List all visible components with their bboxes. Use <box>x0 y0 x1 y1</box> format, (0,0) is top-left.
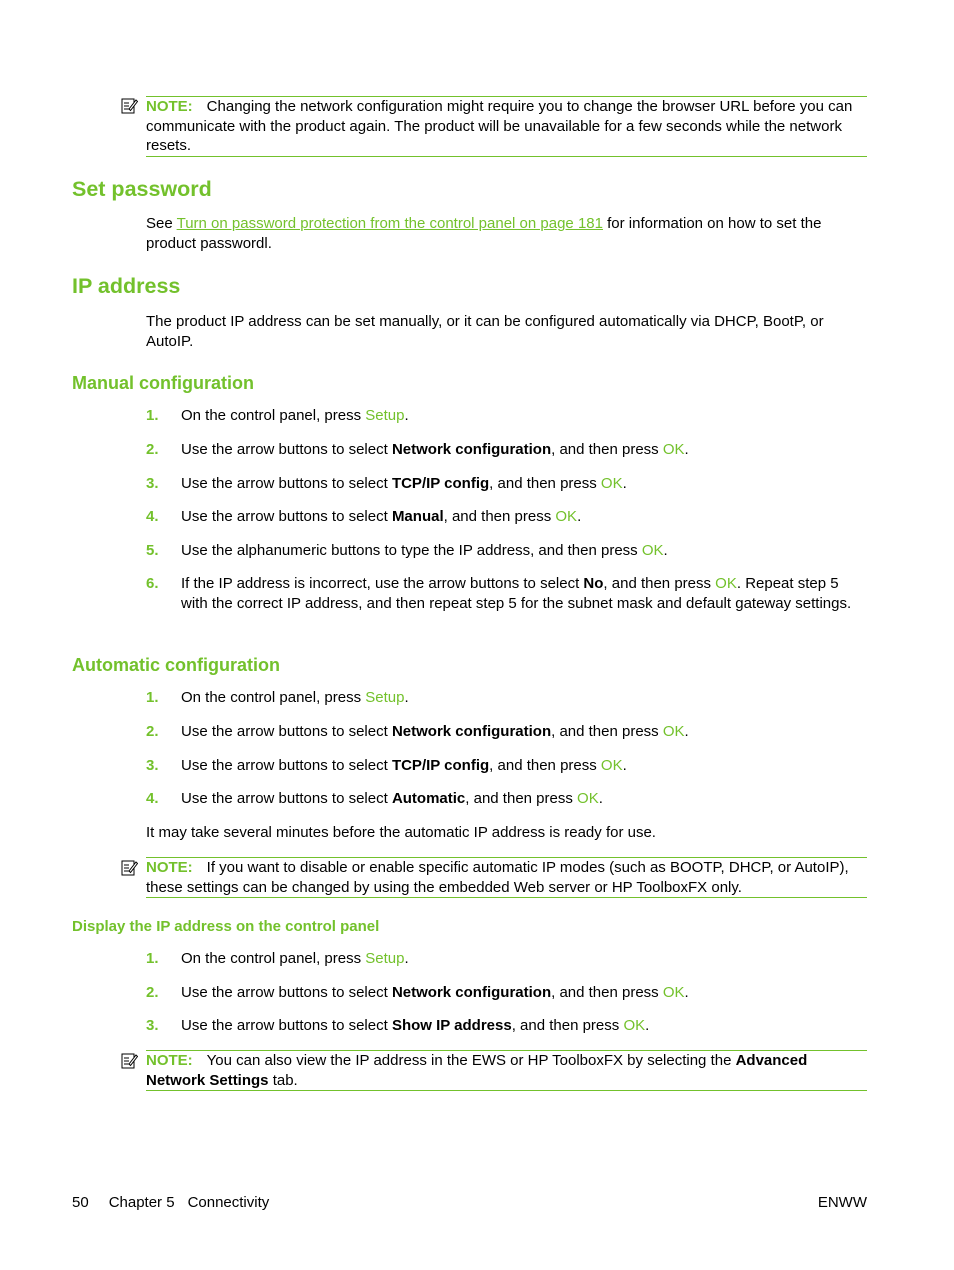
step-number: 1. <box>146 689 159 706</box>
step-text-part: Use the arrow buttons to select <box>181 475 392 492</box>
note-pencil-icon <box>121 859 138 876</box>
automatic-followup-text: It may take several minutes before the automatic IP address is ready for use. <box>146 824 656 841</box>
note-label: NOTE: <box>146 1052 193 1069</box>
step-text-part: , and then press <box>551 984 663 1001</box>
step-text-part: . Repeat step 5 with the correct IP address, and then repeat step 5 for the subnet mask and default gateway settings. <box>181 575 852 612</box>
note-text: You can also view the IP address in the EWS or HP ToolboxFX by selecting the <box>206 1052 736 1069</box>
menu-option: Network configuration <box>391 723 552 740</box>
step-text-part: , and then press <box>511 1017 624 1034</box>
chapter-title: Connectivity <box>187 1194 270 1211</box>
step-text <box>181 440 867 460</box>
step-text <box>181 406 867 426</box>
step-text-part: Use the arrow buttons to select <box>181 757 392 774</box>
step-text-part: Use the arrow buttons to select <box>181 790 392 807</box>
footer-left <box>72 1193 269 1212</box>
step-text-part: . <box>684 441 689 458</box>
note-pencil-icon <box>121 1052 138 1069</box>
control-panel-key: OK <box>662 984 685 1001</box>
control-panel-key: OK <box>715 575 737 592</box>
heading-ip-address: IP address <box>72 274 181 298</box>
step-text-part: Use the arrow buttons to select <box>181 508 392 525</box>
step-text <box>181 756 867 776</box>
step-number: 4. <box>146 508 159 525</box>
step-text-part: . <box>684 723 689 740</box>
control-panel-key: Setup <box>365 950 405 967</box>
step-text <box>181 688 867 708</box>
control-panel-key: OK <box>641 542 664 559</box>
menu-option: No <box>583 575 604 592</box>
step-text-part: Use the arrow buttons to select <box>181 1017 392 1034</box>
step-text <box>181 949 867 969</box>
note-bold-text: Advanced Network Settings <box>146 1052 808 1089</box>
control-panel-key: OK <box>623 1017 646 1034</box>
step-text-part: Use the arrow buttons to select <box>181 723 392 740</box>
note-box <box>146 1050 867 1091</box>
step-text <box>181 541 867 561</box>
paragraph-text: for information on how to set the product passwordl. <box>146 215 822 252</box>
step-text-part: If the IP address is incorrect, use the arrow buttons to select <box>181 575 584 592</box>
control-panel-key: OK <box>662 441 685 458</box>
step-text-part: , and then press <box>443 508 556 525</box>
step-text-part: On the control panel, press <box>181 407 366 424</box>
control-panel-key: OK <box>577 790 599 807</box>
step-text-part: Use the alphanumeric buttons to type the IP address, and then press <box>181 542 642 559</box>
control-panel-key: OK <box>600 757 623 774</box>
note-text: tab. <box>268 1071 298 1089</box>
step-text-part: On the control panel, press <box>181 950 366 967</box>
menu-option: TCP/IP config <box>391 757 490 774</box>
step-number: 3. <box>146 475 159 492</box>
footer-right: ENWW <box>817 1194 867 1211</box>
menu-option: Automatic <box>391 790 466 807</box>
step-number: 3. <box>146 757 159 774</box>
paragraph-text: See <box>146 215 177 232</box>
step-text-part: , and then press <box>603 575 716 592</box>
step-text-part: . <box>622 757 627 774</box>
step-text <box>181 474 867 494</box>
heading-automatic-configuration: Automatic configuration <box>72 655 280 675</box>
heading-set-password: Set password <box>72 177 212 201</box>
step-number: 1. <box>146 407 159 424</box>
step-number: 1. <box>146 950 159 967</box>
menu-option: Network configuration <box>391 984 552 1001</box>
step-text <box>181 507 867 527</box>
control-panel-key: OK <box>600 475 623 492</box>
step-text-part: Use the arrow buttons to select <box>181 441 392 458</box>
note-box <box>146 96 867 157</box>
step-text-part: . <box>645 1017 650 1034</box>
note-pencil-icon <box>121 97 138 114</box>
note-text: If you want to disable or enable specific automatic IP modes (such as BOOTP, DHCP, or AutoIP), these settings can be changed by using the embedded Web server or HP ToolboxFX only. <box>146 859 849 896</box>
note-label: NOTE: <box>146 859 193 876</box>
step-text-part: . <box>404 407 409 424</box>
step-text-part: . <box>404 689 409 706</box>
step-text-part: . <box>577 508 582 525</box>
password-protection-link[interactable]: Turn on password protection from the control panel on page 181 <box>176 215 603 232</box>
step-text-part: Use the arrow buttons to select <box>181 984 392 1001</box>
step-text <box>181 574 867 613</box>
step-text <box>181 789 867 809</box>
step-text-part: . <box>598 790 603 807</box>
step-text-part: , and then press <box>465 790 578 807</box>
ip-address-intro: The product IP address can be set manually, or it can be configured automatically via DHCP, BootP, or AutoIP. <box>146 313 824 350</box>
set-password-paragraph <box>146 214 867 253</box>
control-panel-key: Setup <box>365 407 405 424</box>
step-number: 4. <box>146 790 159 807</box>
step-number: 6. <box>146 575 159 592</box>
step-text-part: . <box>622 475 627 492</box>
step-text-part: , and then press <box>489 475 601 492</box>
step-text-part: . <box>404 950 409 967</box>
step-number: 3. <box>146 1017 159 1034</box>
heading-manual-configuration: Manual configuration <box>72 373 254 393</box>
step-text <box>181 983 867 1003</box>
step-text <box>181 722 867 742</box>
step-number: 5. <box>146 542 159 559</box>
step-number: 2. <box>146 984 159 1001</box>
note-text: Changing the network configuration might require you to change the browser URL before you can communicate with the product again. The product will be unavailable for a few seconds while the network resets. <box>146 98 853 154</box>
step-text-part: , and then press <box>551 441 663 458</box>
menu-option: TCP/IP config <box>391 475 490 492</box>
menu-option: Show IP address <box>391 1017 512 1034</box>
step-text-part: , and then press <box>551 723 663 740</box>
note-box <box>146 857 867 898</box>
step-text-part: . <box>663 542 668 559</box>
step-text-part: , and then press <box>489 757 601 774</box>
step-text-part: . <box>684 984 689 1001</box>
page-number: 50 <box>72 1194 89 1211</box>
control-panel-key: OK <box>662 723 685 740</box>
step-text-part: On the control panel, press <box>181 689 366 706</box>
chapter-label: Chapter 5 <box>108 1194 175 1211</box>
step-number: 2. <box>146 441 159 458</box>
control-panel-key: Setup <box>365 689 405 706</box>
note-label: NOTE: <box>146 98 193 115</box>
step-number: 2. <box>146 723 159 740</box>
control-panel-key: OK <box>555 508 578 525</box>
step-text <box>181 1016 867 1036</box>
heading-display-ip: Display the IP address on the control panel <box>72 918 380 935</box>
menu-option: Manual <box>391 508 444 525</box>
menu-option: Network configuration <box>391 441 552 458</box>
